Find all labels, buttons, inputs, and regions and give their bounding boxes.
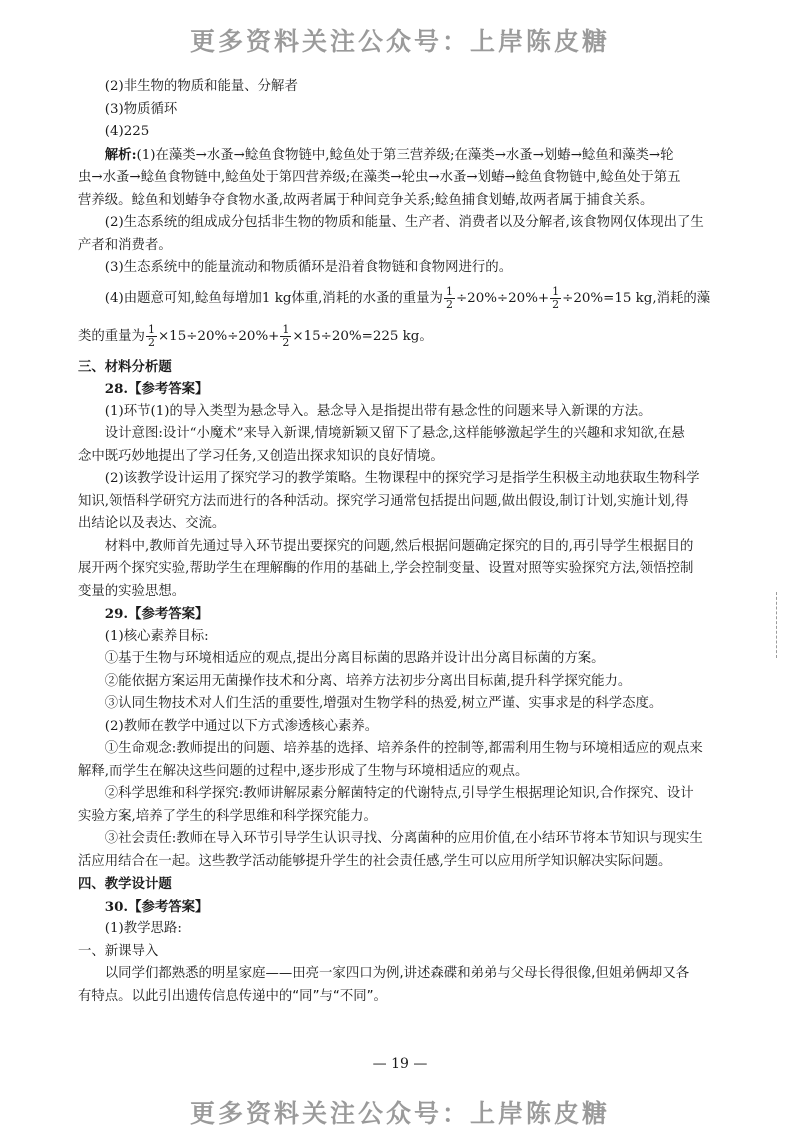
text-line: 虫→水蚤→鲶鱼食物链中,鲶鱼处于第四营养级;在藻类→轮虫→水蚤→划蝽→鲶鱼食物链中,鲶鱼处于第五 <box>78 170 681 185</box>
section-heading: 四、教学设计题 <box>78 876 172 892</box>
text-line: (2)该教学设计运用了探究学习的教学策略。生物课程中的探究学习是指学生积极主动地获取生物科学 <box>104 471 700 486</box>
text-line: (2)非生物的物质和能量、分解者 <box>104 79 298 94</box>
fraction-denominator: 2 <box>552 297 560 311</box>
scan-edge-mark <box>776 592 778 658</box>
text-line: 营养级。鲶鱼和划蝽争夺食物水蚤,故两者属于种间竞争关系;鲶鱼捕食划蝽,故两者属于捕食关系。 <box>78 192 654 208</box>
text-line: (4)225 <box>104 124 150 139</box>
text-line: ③认同生物技术对人们生活的重要性,增强对生物学科的热爱,树立严谨、实事求是的科学态度。 <box>104 696 663 711</box>
formula-text: ÷20%=15 kg,消耗的藻 <box>562 290 711 306</box>
answer-heading-28: 28.【参考答案】 <box>104 381 209 397</box>
fraction-numerator: 1 <box>552 284 560 298</box>
fraction-denominator: 2 <box>445 297 453 311</box>
fraction-denominator: 2 <box>282 335 290 349</box>
fraction-half <box>280 324 291 349</box>
text-line: 解释,而学生在解决这些问题的过程中,逐步形成了生物与环境相适应的观点。 <box>78 763 529 779</box>
text-line: (1)核心素养目标: <box>104 628 209 644</box>
text-line: 知识,领悟科学研究方法而进行的各种活动。探究学习通常包括提出问题,做出假设,制订计划,实施计划,得 <box>78 493 689 509</box>
text-line: 实验方案,培养了学生的科学思维和科学探究能力。 <box>78 808 377 824</box>
text-line: (1)环节(1)的导入类型为悬念导入。悬念导入是指提出带有悬念性的问题来导入新课的方法。 <box>104 403 652 419</box>
formula-line-water-flea <box>78 280 726 318</box>
text-line: ①生命观念:教师提出的问题、培养基的选择、培养条件的控制等,都需利用生物与环境相适应的观点来 <box>104 741 703 756</box>
text-line: 变量的实验思想。 <box>78 583 186 599</box>
lesson-text: 以同学们都熟悉的明星家庭——田亮一家四口为例,讲述森碟和弟弟与父母长得很像,但姐弟俩却又各 <box>104 966 690 981</box>
fraction-half <box>550 286 561 311</box>
text-line: (2)生态系统的组成成分包括非生物的物质和能量、生产者、消费者以及分解者,该食物网仅体现出了生 <box>104 215 704 230</box>
text-line: (3)物质循环 <box>104 101 178 117</box>
text-line: ②科学思维和科学探究:教师讲解尿素分解菌特定的代谢特点,引导学生根据理论知识,合作探究、设计 <box>104 786 694 801</box>
fraction-numerator: 1 <box>282 322 290 336</box>
text-line: (3)生态系统中的能量流动和物质循环是沿着食物链和食物网进行的。 <box>104 260 513 275</box>
formula-text: (4)由题意可知,鲶鱼每增加1 kg体重,消耗的水蚤的重量为 <box>104 290 443 306</box>
page-number: — 19 — <box>372 1056 428 1072</box>
formula-text: ×15÷20%=225 kg。 <box>292 328 433 344</box>
formula-text: 类的重量为 <box>78 328 145 344</box>
lesson-heading: 一、新课导入 <box>78 943 159 959</box>
formula-text: ÷20%÷20%+ <box>455 290 550 306</box>
analysis-label: 解析: <box>104 146 137 163</box>
fraction-numerator: 1 <box>445 284 453 298</box>
text-line: 设计意图:设计“小魔术”来导入新课,情境新颖又留下了悬念,这样能够激起学生的兴趣和求知欲,在悬 <box>104 426 685 441</box>
text-line: 产者和消费者。 <box>78 237 172 253</box>
formula-text: ×15÷20%÷20%+ <box>157 328 280 344</box>
fraction-half <box>444 286 455 311</box>
text-line: 活应用结合在一起。这些教学活动能够提升学生的社会责任感,学生可以应用所学知识解决实际问题。 <box>78 853 672 869</box>
text-line: ①基于生物与环境相适应的观点,提出分离目标菌的思路并设计出分离目标菌的方案。 <box>104 651 605 666</box>
text-line: (2)教师在教学中通过以下方式渗透核心素养。 <box>104 718 379 734</box>
text-line: 念中既巧妙地提出了学习任务,又创造出探求知识的良好情境。 <box>78 448 444 464</box>
text-line: 展开两个探究实验,帮助学生在理解酶的作用的基础上,学会控制变量、设置对照等实验探究方法,领悟控制 <box>78 561 694 576</box>
analysis-text: (1)在藻类→水蚤→鲶鱼食物链中,鲶鱼处于第三营养级;在藻类→水蚤→划蝽→鲶鱼和藻类→轮 <box>136 147 674 163</box>
formula-line-algae <box>78 318 726 356</box>
lesson-text: 有特点。以此引出遗传信息传递中的“同”与“不同”。 <box>78 988 387 1004</box>
watermark-top: 更多资料关注公众号：上岸陈皮糖 <box>189 27 610 56</box>
text-line: ②能依据方案运用无菌操作技术和分离、培养方法初步分离出目标菌,提升科学探究能力。 <box>104 673 632 689</box>
text-line: (1)教学思路: <box>104 921 182 936</box>
fraction-half <box>146 324 157 349</box>
answer-heading-30: 30.【参考答案】 <box>104 898 209 915</box>
section-heading: 三、材料分析题 <box>78 358 172 375</box>
text-line: 材料中,教师首先通过导入环节提出要探究的问题,然后根据问题确定探究的目的,再引导学生根据目的 <box>104 538 694 554</box>
answer-heading-29: 29.【参考答案】 <box>104 606 209 622</box>
text-line: 出结论以及表达、交流。 <box>78 516 226 531</box>
answer-content <box>78 76 726 1008</box>
text-line: ③社会责任:教师在导入环节引导学生认识寻找、分离菌种的应用价值,在小结环节将本节知识与现实生 <box>104 831 703 846</box>
fraction-numerator: 1 <box>147 322 155 336</box>
watermark-bottom: 更多资料关注公众号：上岸陈皮糖 <box>189 1099 610 1128</box>
fraction-denominator: 2 <box>147 335 155 349</box>
analysis-line <box>78 144 726 168</box>
